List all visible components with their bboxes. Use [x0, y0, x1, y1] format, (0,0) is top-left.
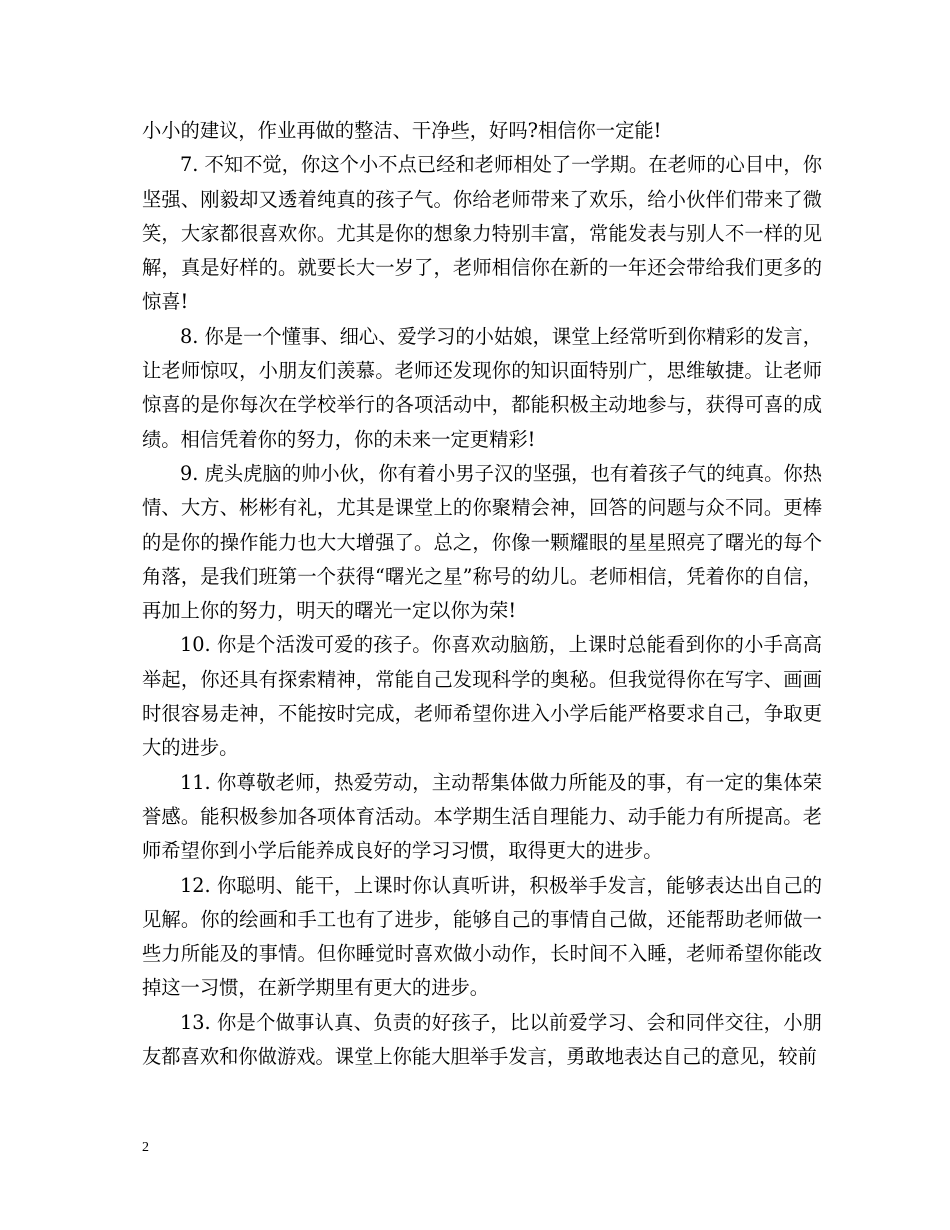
paragraph-13: 13. 你是个做事认真、负责的好孩子，比以前爱学习、会和同伴交往，小朋友都喜欢和你做游戏。课堂上你能大胆举手发言，勇敢地表达自己的意见，较前 — [142, 1010, 822, 1069]
paragraph-7: 7. 不知不觉，你这个小不点已经和老师相处了一学期。在老师的心目中，你坚强、刚毅却又透着纯真的孩子气。你给老师带来了欢乐，给小伙伴们带来了微笑，大家都很喜欢你。尤其是你的想象力特别丰富，常能发表与别人不一样的见解，真是好样的。就要长大一岁了，老师相信你在新的一年还会带给我们更多的惊喜! — [142, 153, 822, 314]
paragraph-8: 8. 你是一个懂事、细心、爱学习的小姑娘，课堂上经常听到你精彩的发言，让老师惊叹，小朋友们羡慕。老师还发现你的知识面特别广，思维敏捷。让老师惊喜的是你每次在学校举行的各项活动中，都能积极主动地参与，获得可喜的成绩。相信凭着你的努力，你的未来一定更精彩! — [142, 324, 822, 451]
paragraph-10: 10. 你是个活泼可爱的孩子。你喜欢动脑筋，上课时总能看到你的小手高高举起，你还具有探索精神，常能自己发现科学的奥秘。但我觉得你在写字、画画时很容易走神，不能按时完成，老师希望你进入小学后能严格要求自己，争取更大的进步。 — [142, 633, 822, 760]
document-body — [142, 114, 822, 1074]
paragraph-9: 9. 虎头虎脑的帅小伙，你有着小男子汉的坚强，也有着孩子气的纯真。你热情、大方、彬彬有礼，尤其是课堂上的你聚精会神，回答的问题与众不同。更棒的是你的操作能力也大大增强了。总之，你像一颗耀眼的星星照亮了曙光的每个角落，是我们班第一个获得“曙光之星”称号的幼儿。老师相信，凭着你的自信，再加上你的努力，明天的曙光一定以你为荣! — [142, 461, 822, 623]
page-number: 2 — [142, 1140, 149, 1155]
paragraph-continued: 小小的建议，作业再做的整洁、干净些，好吗?相信你一定能! — [142, 119, 662, 142]
paragraph-11: 11. 你尊敬老师，热爱劳动，主动帮集体做力所能及的事，有一定的集体荣誉感。能积极参加各项体育活动。本学期生活自理能力、动手能力有所提高。老师希望你到小学后能养成良好的学习习惯，取得更大的进步。 — [142, 770, 822, 863]
paragraph-12: 12. 你聪明、能干，上课时你认真听讲，积极举手发言，能够表达出自己的见解。你的绘画和手工也有了进步，能够自己的事情自己做，还能帮助老师做一些力所能及的事情。但你睡觉时喜欢做小动作，长时间不入睡，老师希望你能改掉这一习惯，在新学期里有更大的进步。 — [142, 873, 822, 1000]
